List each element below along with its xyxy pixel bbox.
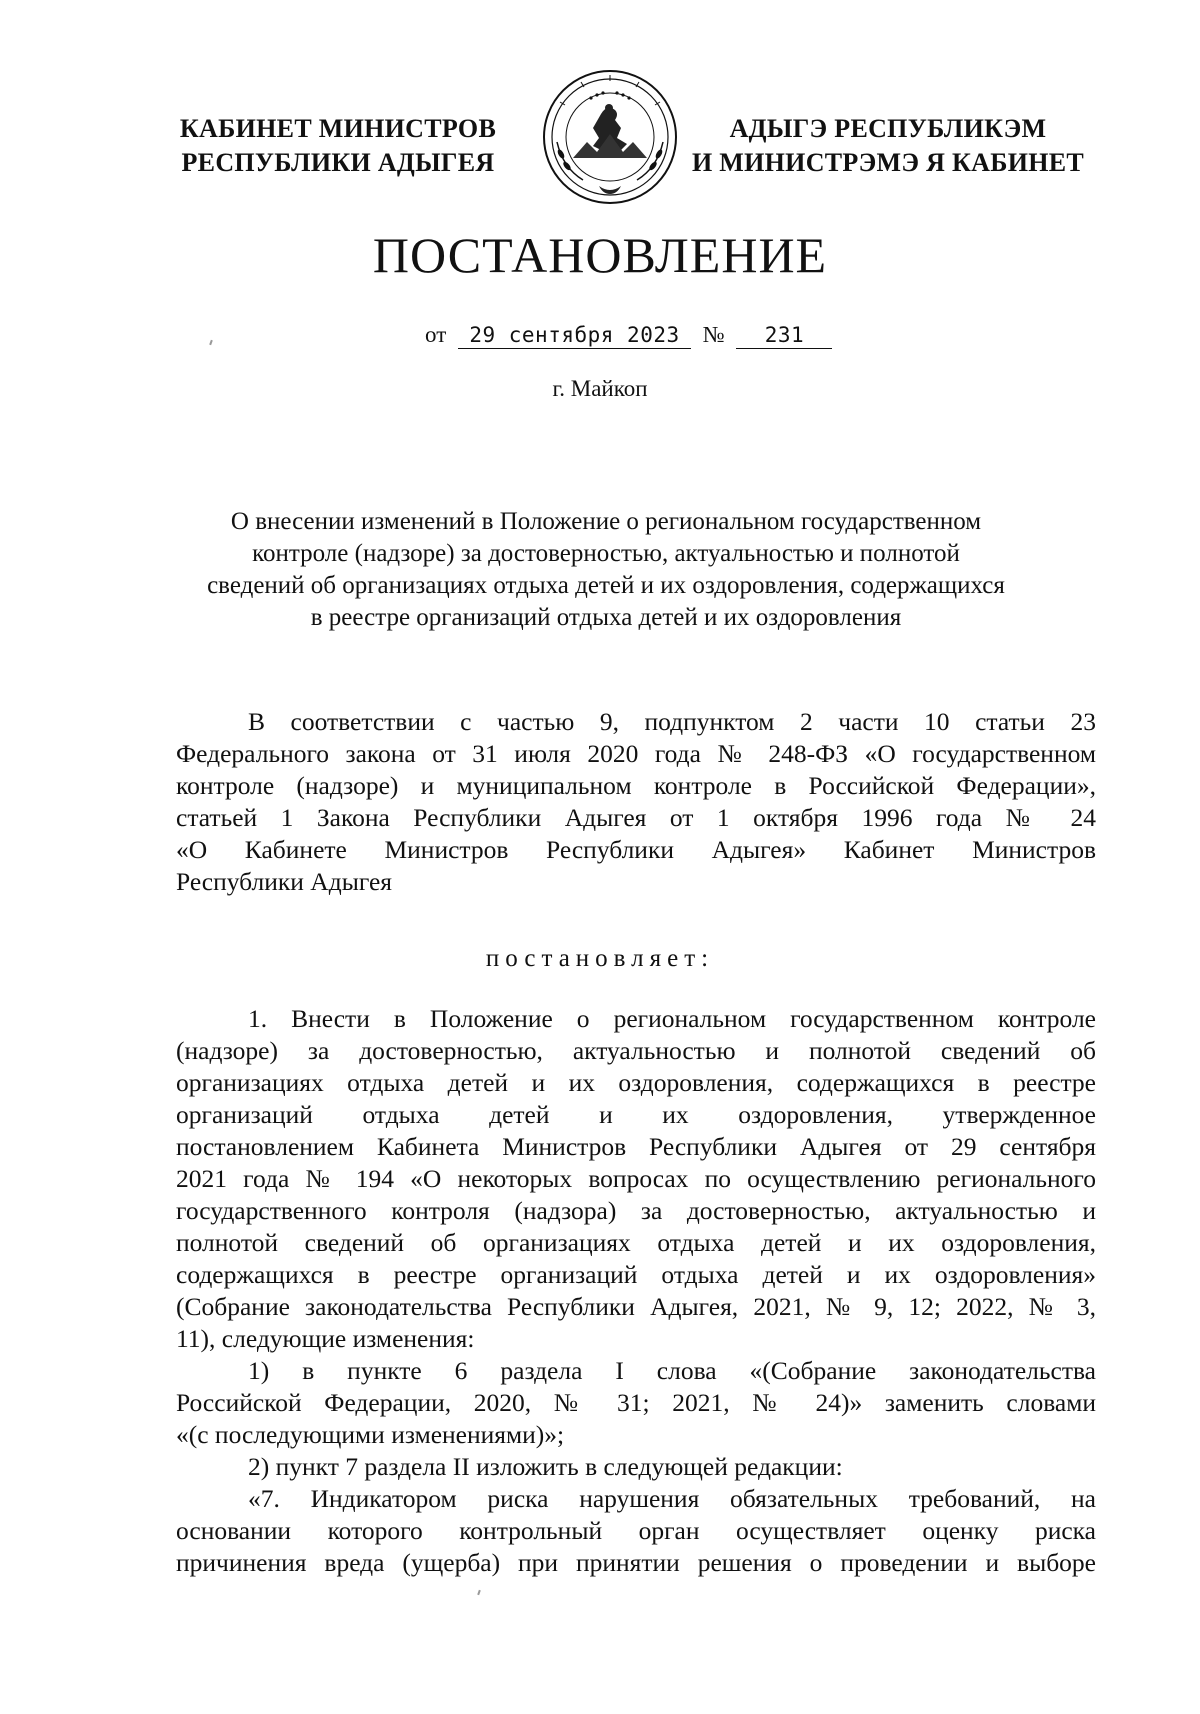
adygea-coat-of-arms-icon: [535, 62, 685, 212]
issuer-name-russian: [178, 112, 498, 180]
issuer-name-adyghe-line-1: АДЫГЭ РЕСПУБЛИКЭМ: [729, 114, 1047, 143]
main-line: (надзоре) за достоверностью, актуальностью и полнотой сведений об: [176, 1036, 1096, 1065]
main-line: Российской Федерации, 2020, № 31; 2021, № 24)» заменить словами: [176, 1388, 1096, 1417]
preamble-line: Республики Адыгея: [176, 867, 392, 896]
title-line: контроле (надзоре) за достоверностью, актуальностью и полнотой: [252, 540, 960, 567]
main-line: «7. Индикатором риска нарушения обязательных требований, на: [248, 1484, 1096, 1513]
preamble-line: контроле (надзоре) и муниципальном контроле в Российской Федерации»,: [176, 771, 1096, 800]
preamble-line: В соответствии с частью 9, подпунктом 2 части 10 статьи 23: [248, 707, 1096, 736]
issuer-name-russian-line-1: КАБИНЕТ МИНИСТРОВ: [179, 114, 497, 143]
issuer-name-adyghe: [688, 112, 1088, 180]
decree-word: постановляет:: [485, 945, 715, 972]
main-line: «(с последующими изменениями)»;: [176, 1420, 565, 1449]
preamble-paragraph: [176, 706, 1096, 898]
date-number-line: [425, 322, 832, 349]
preamble-line: Федерального закона от 31 июля 2020 года № 248-ФЗ «О государственном: [176, 739, 1096, 768]
issuer-name-adyghe-line-2: И МИНИСТРЭМЭ Я КАБИНЕТ: [691, 148, 1085, 177]
main-text: [176, 1003, 1096, 1579]
main-line: основании которого контрольный орган осуществляет оценку риска: [176, 1516, 1096, 1545]
main-line: 1. Внести в Положение о региональном государственном контроле: [248, 1004, 1096, 1033]
city-name: г. Майкоп: [552, 376, 648, 401]
title-line: О внесении изменений в Положение о региональном государственном: [230, 508, 982, 535]
main-line: (Собрание законодательства Республики Адыгея, 2021, № 9, 12; 2022, № 3,: [176, 1292, 1096, 1321]
main-line: постановлением Кабинета Министров Республики Адыгея от 29 сентября: [176, 1132, 1096, 1161]
number-label: №: [702, 322, 725, 347]
document-title: [176, 506, 1036, 634]
main-line: 11), следующие изменения:: [176, 1324, 475, 1353]
issuer-name-russian-line-2: РЕСПУБЛИКИ АДЫГЕЯ: [181, 148, 495, 177]
date-from-label: от: [425, 322, 447, 347]
scan-speck: [477, 1590, 481, 1595]
document-type-heading: ПОСТАНОВЛЕНИЕ: [372, 227, 828, 283]
main-line: 2021 года № 194 «О некоторых вопросах по осуществлению регионального: [176, 1164, 1096, 1193]
main-line: организациях отдыха детей и их оздоровления, содержащихся в реестре: [176, 1068, 1096, 1097]
preamble-line: «О Кабинете Министров Республики Адыгея» Кабинет Министров: [176, 835, 1096, 864]
main-line: 2) пункт 7 раздела II изложить в следующей редакции:: [248, 1452, 843, 1481]
main-line: полнотой сведений об организациях отдыха детей и их оздоровления,: [176, 1228, 1096, 1257]
main-line: причинения вреда (ущерба) при принятии решения о проведении и выборе: [176, 1548, 1096, 1577]
document-date: 29 сентября 2023: [458, 322, 691, 349]
main-line: государственного контроля (надзора) за достоверностью, актуальностью и: [176, 1196, 1096, 1225]
main-line: 1) в пункте 6 раздела I слова «(Собрание законодательства: [248, 1356, 1096, 1385]
main-line: организаций отдыха детей и их оздоровления, утвержденное: [176, 1100, 1096, 1129]
scan-speck: [209, 340, 213, 345]
title-line: в реестре организаций отдыха детей и их оздоровления: [310, 604, 902, 631]
title-line: сведений об организациях отдыха детей и их оздоровления, содержащихся: [207, 572, 1005, 599]
document-number: 231: [736, 322, 832, 349]
preamble-line: статьей 1 Закона Республики Адыгея от 1 октября 1996 года № 24: [176, 803, 1096, 832]
main-line: содержащихся в реестре организаций отдыха детей и их оздоровления»: [176, 1260, 1096, 1289]
